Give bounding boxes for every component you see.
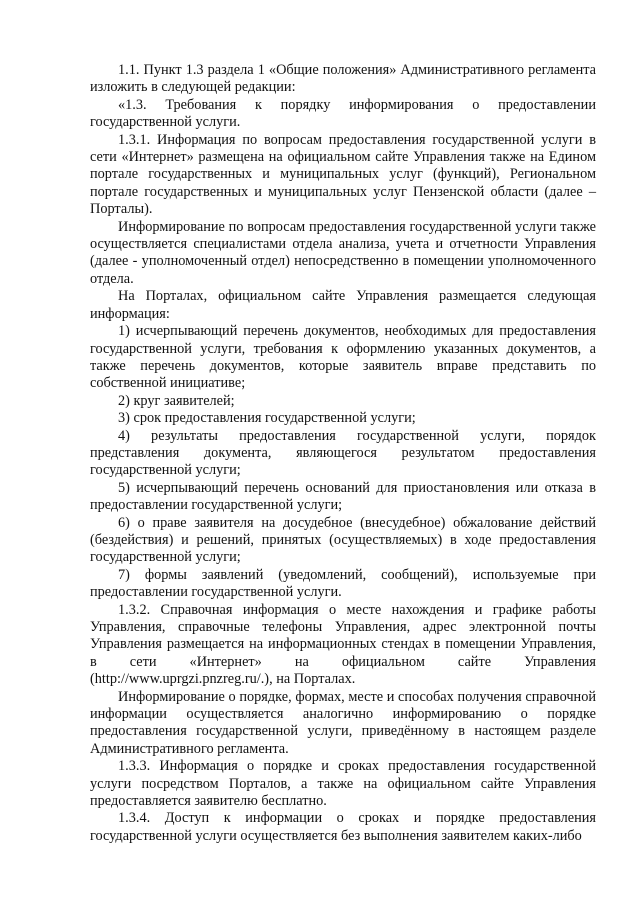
list-item-3: 3) срок предоставления государственной услуги; — [118, 410, 416, 427]
paragraph-portals-info-intro: На Порталах, официальном сайте Управления размещается следующая информация: — [90, 288, 596, 322]
paragraph-1-3-3: 1.3.3. Информация о порядке и сроках предоставления государственной услуги посредством Порталов, а также на официальном сайте Управления предоставляется заявителю бесплатно. — [90, 758, 596, 810]
list-item-4: 4) результаты предоставления государственной услуги, порядок представления документа, являющегося результатом предоставления государственной услуги; — [90, 427, 596, 479]
paragraph-1-3-heading: «1.3. Требования к порядку информирования о предоставлении государственной услуги. — [90, 96, 596, 131]
list-item-2: 2) круг заявителей; — [118, 392, 235, 409]
paragraph-1-3-1: 1.3.1. Информация по вопросам предоставления государственной услуги в сети «Интернет» размещена на официальном сайте Управления также на Едином портале государственных и муниципальных услуг (функций), Региональном портале государственных и муниципальных услуг Пензенской области (далее – Порталы). — [90, 131, 596, 218]
paragraph-informing-specialists: Информирование по вопросам предоставления государственной услуги также осуществляется специалистами отдела анализа, учета и отчетности Управления (далее - уполномоченный отдел) непосредственно в помещении уполномоченного отдела. — [90, 218, 596, 287]
document-page — [90, 62, 596, 845]
paragraph-1-1: 1.1. Пункт 1.3 раздела 1 «Общие положения» Административного регламента изложить в следующей редакции: — [90, 62, 596, 96]
paragraph-reference-informing: Информирование о порядке, формах, месте и способах получения справочной информации осуществляется аналогично информированию о порядке предоставления государственной услуги, приведённому в настоящем разделе Административного регламента. — [90, 688, 596, 757]
list-item-5: 5) исчерпывающий перечень оснований для приостановления или отказа в предоставлении государственной услуги; — [90, 479, 596, 514]
list-item-1: 1) исчерпывающий перечень документов, необходимых для предоставления государственной услуги, требования к оформлению указанных документов, а также перечень документов, которые заявитель вправе представить по собственной инициативе; — [90, 323, 596, 392]
paragraph-1-3-2: 1.3.2. Справочная информация о месте нахождения и графике работы Управления, справочные телефоны Управления, адрес электронной почты Управления размещается на информационных стендах в помещении Управления, в сети «Интернет» на официальном сайте Управления (http://www.uprgzi.pnzreg.ru/.), на Порталах. — [90, 601, 596, 688]
list-item-7: 7) формы заявлений (уведомлений, сообщений), используемые при предоставлении государственной услуги. — [90, 566, 596, 601]
paragraph-1-3-4: 1.3.4. Доступ к информации о сроках и порядке предоставления государственной услуги осуществляется без выполнения заявителем каких-либо — [90, 810, 596, 844]
list-item-6: 6) о праве заявителя на досудебное (внесудебное) обжалование действий (бездействия) и решений, принятых (осуществляемых) в ходе предоставления государственной услуги; — [90, 514, 596, 566]
